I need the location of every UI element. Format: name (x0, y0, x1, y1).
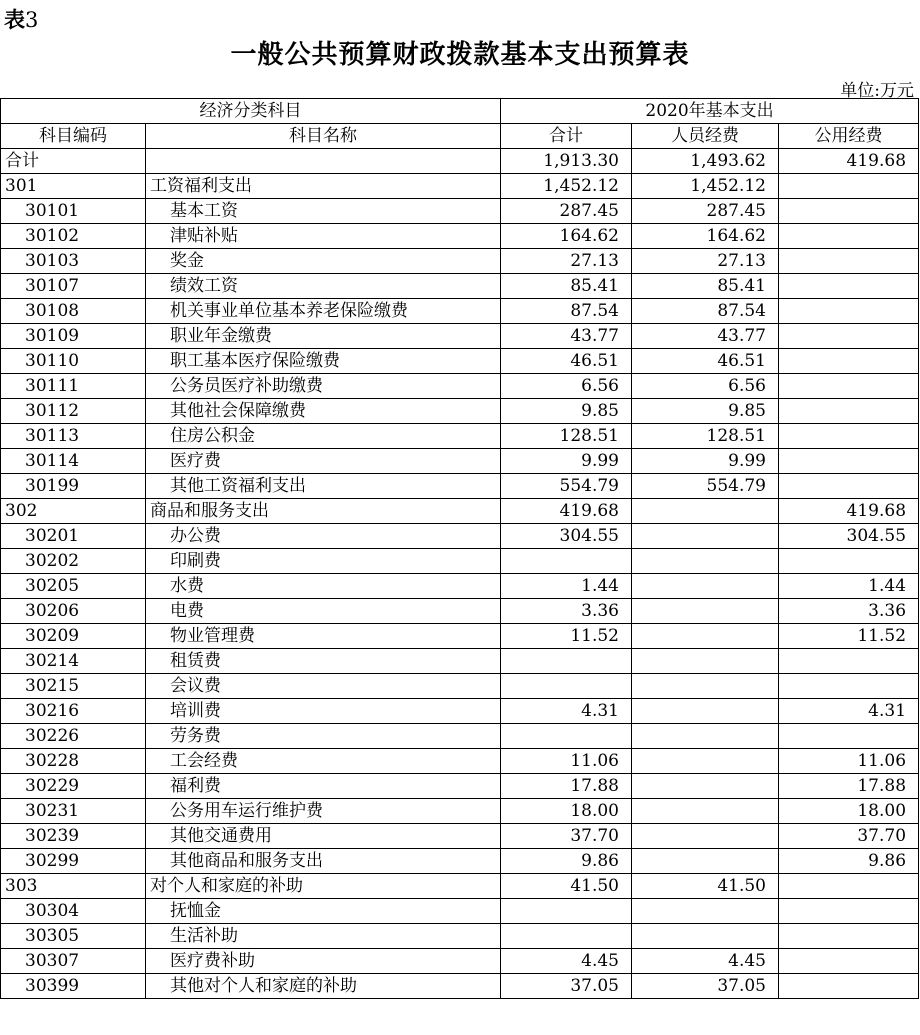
row-total-cell: 164.62 (501, 224, 632, 249)
row-name-cell: 抚恤金 (146, 899, 501, 924)
row-personnel-cell: 9.99 (632, 449, 779, 474)
row-name-cell: 住房公积金 (146, 424, 501, 449)
row-code-cell: 30214 (1, 649, 146, 674)
row-code-cell: 302 (1, 499, 146, 524)
row-personnel-cell: 85.41 (632, 274, 779, 299)
row-code-cell: 30102 (1, 224, 146, 249)
row-public-cell (779, 449, 919, 474)
row-total-cell: 17.88 (501, 774, 632, 799)
row-personnel-cell: 164.62 (632, 224, 779, 249)
row-personnel-cell: 6.56 (632, 374, 779, 399)
row-total-cell: 41.50 (501, 874, 632, 899)
row-name-cell: 租赁费 (146, 649, 501, 674)
row-total-cell (501, 549, 632, 574)
table-row (1, 149, 919, 174)
row-name-cell: 会议费 (146, 674, 501, 699)
row-code-cell: 30216 (1, 699, 146, 724)
row-total-cell: 128.51 (501, 424, 632, 449)
row-personnel-cell (632, 674, 779, 699)
row-public-cell (779, 224, 919, 249)
row-code-cell: 30305 (1, 924, 146, 949)
row-personnel-cell (632, 799, 779, 824)
row-code-cell: 30101 (1, 199, 146, 224)
table-row (1, 774, 919, 799)
unit-label: 单位:万元 (840, 81, 914, 101)
row-code-cell: 30201 (1, 524, 146, 549)
table-label-number: 3 (25, 8, 39, 32)
row-personnel-cell: 46.51 (632, 349, 779, 374)
table-body (1, 149, 919, 999)
row-total-cell: 11.52 (501, 624, 632, 649)
row-personnel-cell (632, 549, 779, 574)
row-total-cell: 85.41 (501, 274, 632, 299)
row-personnel-cell: 37.05 (632, 974, 779, 999)
row-name-cell: 印刷费 (146, 549, 501, 574)
row-personnel-cell (632, 574, 779, 599)
row-code-cell: 30113 (1, 424, 146, 449)
row-personnel-cell: 1,452.12 (632, 174, 779, 199)
row-code-cell: 30199 (1, 474, 146, 499)
table-row (1, 799, 919, 824)
row-personnel-cell (632, 524, 779, 549)
header-group-economic: 经济分类科目 (1, 99, 501, 124)
row-code-cell: 30229 (1, 774, 146, 799)
table-row (1, 949, 919, 974)
table-row (1, 449, 919, 474)
row-personnel-cell (632, 649, 779, 674)
row-total-cell: 1.44 (501, 574, 632, 599)
row-personnel-cell (632, 899, 779, 924)
row-code-cell: 301 (1, 174, 146, 199)
row-public-cell (779, 349, 919, 374)
row-public-cell: 9.86 (779, 849, 919, 874)
row-total-cell: 4.45 (501, 949, 632, 974)
row-public-cell (779, 374, 919, 399)
row-public-cell (779, 199, 919, 224)
table-row (1, 599, 919, 624)
row-public-cell: 18.00 (779, 799, 919, 824)
row-total-cell: 3.36 (501, 599, 632, 624)
row-name-cell: 工资福利支出 (146, 174, 501, 199)
row-personnel-cell (632, 599, 779, 624)
row-personnel-cell: 43.77 (632, 324, 779, 349)
row-name-cell: 公务用车运行维护费 (146, 799, 501, 824)
row-code-cell: 30107 (1, 274, 146, 299)
row-code-cell: 30239 (1, 824, 146, 849)
row-code-cell: 30205 (1, 574, 146, 599)
table-row (1, 274, 919, 299)
header-row (1, 124, 919, 149)
row-name-cell: 培训费 (146, 699, 501, 724)
row-personnel-cell (632, 749, 779, 774)
row-total-cell (501, 674, 632, 699)
row-code-cell: 30226 (1, 724, 146, 749)
row-public-cell: 4.31 (779, 699, 919, 724)
row-code-cell: 30399 (1, 974, 146, 999)
table-row (1, 699, 919, 724)
row-public-cell (779, 974, 919, 999)
table-row (1, 249, 919, 274)
row-public-cell (779, 924, 919, 949)
table-row (1, 824, 919, 849)
row-name-cell: 津贴补贴 (146, 224, 501, 249)
row-code-cell: 30299 (1, 849, 146, 874)
row-personnel-cell: 287.45 (632, 199, 779, 224)
row-name-cell: 对个人和家庭的补助 (146, 874, 501, 899)
row-total-cell: 9.85 (501, 399, 632, 424)
row-public-cell (779, 174, 919, 199)
row-public-cell: 11.06 (779, 749, 919, 774)
row-public-cell (779, 549, 919, 574)
table-row (1, 849, 919, 874)
row-code-cell: 30111 (1, 374, 146, 399)
row-code-cell: 30108 (1, 299, 146, 324)
table-row (1, 874, 919, 899)
row-name-cell: 基本工资 (146, 199, 501, 224)
table-row (1, 924, 919, 949)
row-public-cell: 304.55 (779, 524, 919, 549)
row-total-cell (501, 724, 632, 749)
row-name-cell: 办公费 (146, 524, 501, 549)
row-public-cell: 37.70 (779, 824, 919, 849)
table-row (1, 424, 919, 449)
row-total-cell: 419.68 (501, 499, 632, 524)
row-personnel-cell: 554.79 (632, 474, 779, 499)
table-label-prefix: 表 (4, 8, 25, 32)
table-row (1, 524, 919, 549)
row-name-cell: 医疗费 (146, 449, 501, 474)
row-personnel-cell (632, 624, 779, 649)
row-personnel-cell (632, 699, 779, 724)
row-total-cell: 4.31 (501, 699, 632, 724)
row-code-cell: 30307 (1, 949, 146, 974)
row-name-cell: 绩效工资 (146, 274, 501, 299)
row-personnel-cell: 41.50 (632, 874, 779, 899)
row-name-cell: 福利费 (146, 774, 501, 799)
row-public-cell (779, 274, 919, 299)
row-name-cell: 劳务费 (146, 724, 501, 749)
page-title: 一般公共预算财政拨款基本支出预算表 (230, 40, 690, 70)
row-total-cell: 6.56 (501, 374, 632, 399)
row-total-cell: 18.00 (501, 799, 632, 824)
row-total-cell (501, 649, 632, 674)
row-code-cell: 30304 (1, 899, 146, 924)
header-public: 公用经费 (779, 124, 919, 149)
row-total-cell: 11.06 (501, 749, 632, 774)
row-public-cell (779, 899, 919, 924)
row-code-cell: 30209 (1, 624, 146, 649)
row-code-cell: 30215 (1, 674, 146, 699)
row-code-cell: 30112 (1, 399, 146, 424)
row-total-cell: 27.13 (501, 249, 632, 274)
row-name-cell (146, 149, 501, 174)
table-row (1, 899, 919, 924)
row-personnel-cell: 9.85 (632, 399, 779, 424)
table-row (1, 199, 919, 224)
row-code-cell: 30231 (1, 799, 146, 824)
header-total: 合计 (501, 124, 632, 149)
row-public-cell: 11.52 (779, 624, 919, 649)
table-row (1, 324, 919, 349)
row-personnel-cell: 87.54 (632, 299, 779, 324)
row-total-cell: 46.51 (501, 349, 632, 374)
table-row (1, 649, 919, 674)
row-name-cell: 奖金 (146, 249, 501, 274)
budget-table (0, 98, 919, 999)
row-personnel-cell: 4.45 (632, 949, 779, 974)
row-name-cell: 其他商品和服务支出 (146, 849, 501, 874)
row-personnel-cell (632, 724, 779, 749)
row-total-cell: 37.70 (501, 824, 632, 849)
table-row (1, 374, 919, 399)
row-public-cell (779, 724, 919, 749)
row-total-cell: 43.77 (501, 324, 632, 349)
row-total-cell: 287.45 (501, 199, 632, 224)
row-name-cell: 公务员医疗补助缴费 (146, 374, 501, 399)
row-name-cell: 工会经费 (146, 749, 501, 774)
table-row (1, 749, 919, 774)
header-personnel: 人员经费 (632, 124, 779, 149)
table-row (1, 674, 919, 699)
row-total-cell: 1,452.12 (501, 174, 632, 199)
row-personnel-cell (632, 499, 779, 524)
row-public-cell (779, 474, 919, 499)
row-public-cell: 419.68 (779, 149, 919, 174)
row-personnel-cell: 128.51 (632, 424, 779, 449)
row-code-cell: 303 (1, 874, 146, 899)
row-public-cell (779, 249, 919, 274)
row-personnel-cell: 27.13 (632, 249, 779, 274)
table-row (1, 474, 919, 499)
row-public-cell: 419.68 (779, 499, 919, 524)
table-row (1, 224, 919, 249)
row-personnel-cell (632, 774, 779, 799)
row-code-cell: 30110 (1, 349, 146, 374)
row-name-cell: 商品和服务支出 (146, 499, 501, 524)
row-code-cell: 30228 (1, 749, 146, 774)
table-row (1, 549, 919, 574)
row-total-cell: 37.05 (501, 974, 632, 999)
row-public-cell: 17.88 (779, 774, 919, 799)
row-personnel-cell (632, 824, 779, 849)
row-name-cell: 机关事业单位基本养老保险缴费 (146, 299, 501, 324)
row-total-cell: 9.86 (501, 849, 632, 874)
header-code: 科目编码 (1, 124, 146, 149)
header-group-row (1, 99, 919, 124)
header-group-basic-expenditure: 2020年基本支出 (501, 99, 919, 124)
table-row (1, 399, 919, 424)
table-row (1, 574, 919, 599)
row-name-cell: 物业管理费 (146, 624, 501, 649)
row-public-cell: 1.44 (779, 574, 919, 599)
row-personnel-cell (632, 849, 779, 874)
row-total-cell: 87.54 (501, 299, 632, 324)
header-name: 科目名称 (146, 124, 501, 149)
table-row (1, 349, 919, 374)
row-total-cell: 1,913.30 (501, 149, 632, 174)
row-code-cell: 30103 (1, 249, 146, 274)
row-name-cell: 电费 (146, 599, 501, 624)
row-code-cell: 30109 (1, 324, 146, 349)
row-public-cell: 3.36 (779, 599, 919, 624)
row-total-cell (501, 924, 632, 949)
row-total-cell: 304.55 (501, 524, 632, 549)
row-name-cell: 水费 (146, 574, 501, 599)
table-row (1, 974, 919, 999)
row-public-cell (779, 949, 919, 974)
table-row (1, 624, 919, 649)
table-row (1, 724, 919, 749)
row-code-cell: 30206 (1, 599, 146, 624)
row-name-cell: 医疗费补助 (146, 949, 501, 974)
row-public-cell (779, 649, 919, 674)
row-code-cell: 30202 (1, 549, 146, 574)
row-total-cell: 9.99 (501, 449, 632, 474)
row-name-cell: 职业年金缴费 (146, 324, 501, 349)
row-name-cell: 其他对个人和家庭的补助 (146, 974, 501, 999)
row-public-cell (779, 424, 919, 449)
row-public-cell (779, 324, 919, 349)
row-code-cell: 合计 (1, 149, 146, 174)
row-name-cell: 生活补助 (146, 924, 501, 949)
table-row (1, 499, 919, 524)
row-total-cell (501, 899, 632, 924)
row-name-cell: 职工基本医疗保险缴费 (146, 349, 501, 374)
row-code-cell: 30114 (1, 449, 146, 474)
row-personnel-cell (632, 924, 779, 949)
table-label (4, 4, 38, 34)
row-public-cell (779, 399, 919, 424)
row-personnel-cell: 1,493.62 (632, 149, 779, 174)
row-public-cell (779, 674, 919, 699)
row-name-cell: 其他工资福利支出 (146, 474, 501, 499)
row-public-cell (779, 299, 919, 324)
row-total-cell: 554.79 (501, 474, 632, 499)
row-name-cell: 其他交通费用 (146, 824, 501, 849)
table-row (1, 299, 919, 324)
table-row (1, 174, 919, 199)
row-name-cell: 其他社会保障缴费 (146, 399, 501, 424)
row-public-cell (779, 874, 919, 899)
